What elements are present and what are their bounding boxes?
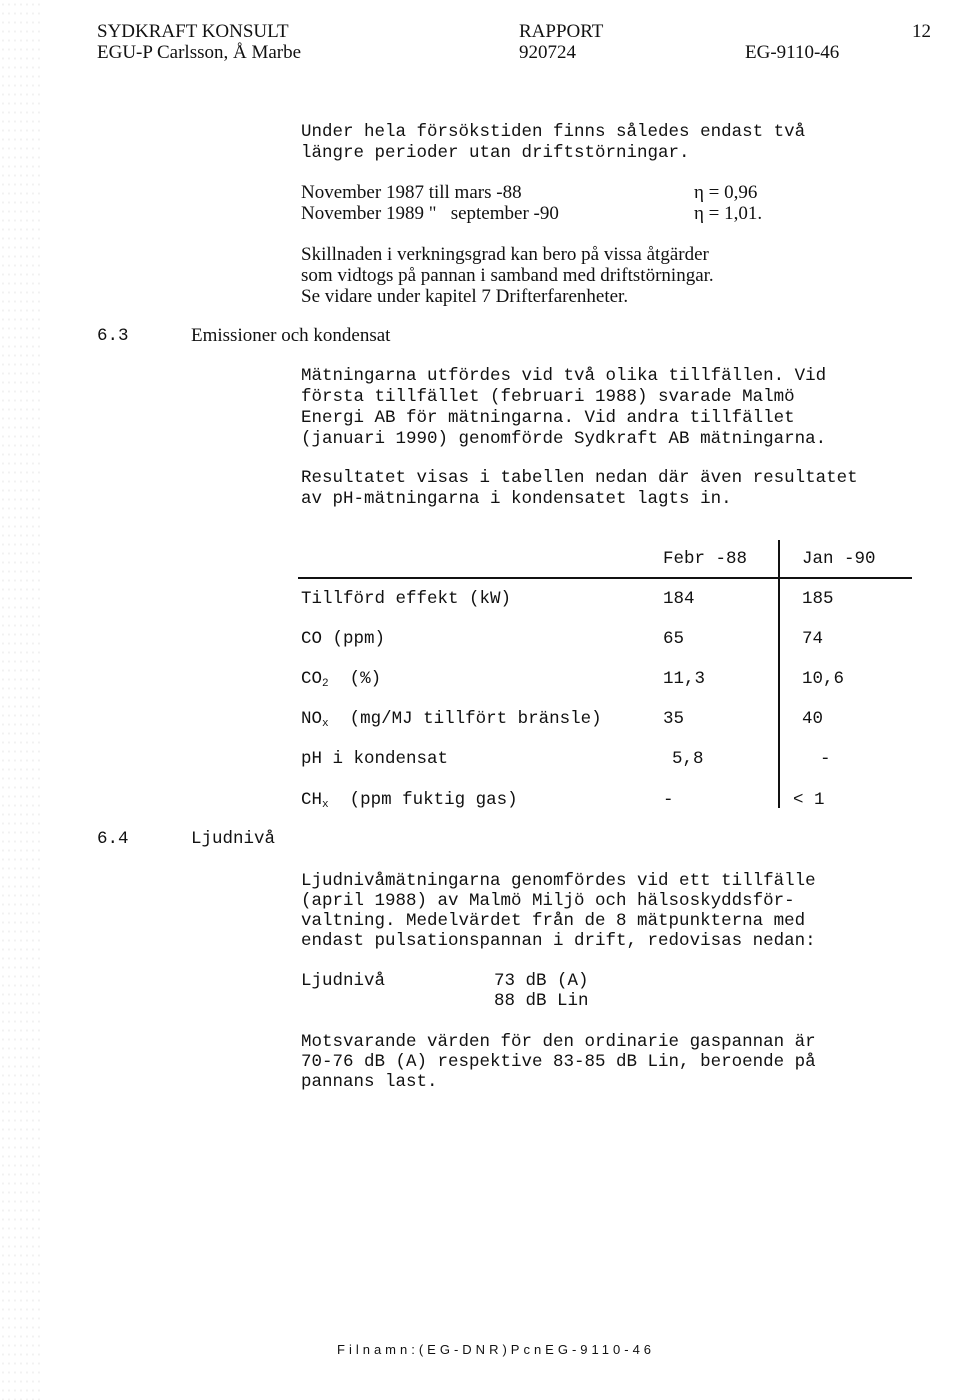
section-6-3-title: Emissioner och kondensat — [191, 325, 391, 346]
section-6-3-para-2-line-2: av pH-mätningarna i kondensatet lagts in. — [301, 489, 732, 509]
table-header-febr-88: Febr -88 — [663, 549, 748, 569]
table-cell-jan: 10,6 — [802, 669, 845, 689]
table-cell-febr: 35 — [663, 709, 685, 729]
table-row-label: Tillförd effekt (kW) — [301, 589, 512, 609]
sound-level-a: 73 dB (A) — [494, 971, 589, 991]
table-cell-jan: < 1 — [793, 790, 825, 810]
efficiency-period-1: November 1987 till mars -88 — [301, 182, 522, 203]
section-6-4-para-1-line-3: valtning. Medelvärdet från de 8 mätpunkterna med — [301, 911, 806, 931]
table-cell-febr: - — [663, 790, 674, 810]
section-6-4-para-1-line-2: (april 1988) av Malmö Miljö och hälsoskyddsför- — [301, 891, 795, 911]
table-cell-jan: 40 — [802, 709, 824, 729]
header-authors: EGU-P Carlsson, Å Marbe — [97, 42, 302, 63]
efficiency-value-1: η = 0,96 — [694, 182, 758, 203]
table-cell-febr: 184 — [663, 589, 695, 609]
table-row-label: CO (ppm) — [301, 629, 386, 649]
section-6-4-para-1-line-1: Ljudnivåmätningarna genomfördes vid ett tillfälle — [301, 871, 816, 891]
table-header-jan-90: Jan -90 — [802, 549, 876, 569]
table-header-rule — [298, 577, 912, 579]
intro-line-2: längre perioder utan driftstörningar. — [301, 143, 690, 163]
efficiency-value-2: η = 1,01. — [694, 203, 763, 224]
table-cell-jan: 74 — [802, 629, 824, 649]
sound-level-label: Ljudnivå — [301, 971, 386, 991]
footer-filename: Filnamn:(EG-DNR)PcnEG-9110-46 — [337, 1342, 656, 1357]
section-6-4-para-1-line-4: endast pulsationspannan i drift, redovisas nedan: — [301, 931, 816, 951]
section-6-3-para-1-line-1: Mätningarna utfördes vid två olika tillfällen. Vid — [301, 366, 827, 386]
header-doc-type: RAPPORT — [519, 21, 604, 42]
header-date: 920724 — [519, 42, 576, 63]
table-row-label-co2: $CO_2$ (%) — [301, 669, 382, 690]
sound-level-lin: 88 dB Lin — [494, 991, 589, 1011]
section-6-4-para-2-line-1: Motsvarande värden för den ordinarie gaspannan är — [301, 1032, 816, 1052]
section-6-4-title: Ljudnivå — [191, 829, 276, 849]
table-row-label-chx: $CH_x$ (ppm fuktig gas) — [301, 790, 518, 811]
scan-noise — [0, 0, 40, 1400]
section-6-3-para-1-line-3: Energi AB för mätningarna. Vid andra tillfället — [301, 408, 795, 428]
section-6-3-number: 6.3 — [97, 326, 129, 346]
intro-line-1: Under hela försökstiden finns således endast två — [301, 122, 806, 142]
table-cell-febr: 11,3 — [663, 669, 706, 689]
table-row-label-nox: $NO_x$ (mg/MJ tillfört bränsle) — [301, 709, 602, 730]
difference-line-1: Skillnaden i verkningsgrad kan bero på vissa åtgärder — [301, 244, 709, 265]
difference-line-3: Se vidare under kapitel 7 Drifterfarenheter. — [301, 286, 629, 307]
table-cell-jan: - — [820, 749, 831, 769]
table-cell-jan: 185 — [802, 589, 834, 609]
header-page-number: 12 — [912, 21, 931, 42]
table-column-divider — [778, 540, 780, 808]
section-6-4-number: 6.4 — [97, 829, 129, 849]
table-cell-febr: 65 — [663, 629, 685, 649]
header-doc-id: EG-9110-46 — [745, 42, 840, 63]
efficiency-period-2: November 1989 " september -90 — [301, 203, 559, 224]
section-6-4-para-2-line-2: 70-76 dB (A) respektive 83-85 dB Lin, beroende på — [301, 1052, 816, 1072]
section-6-3-para-1-line-2: första tillfället (februari 1988) svarade Malmö — [301, 387, 795, 407]
section-6-3-para-1-line-4: (januari 1990) genomförde Sydkraft AB mätningarna. — [301, 429, 827, 449]
difference-line-2: som vidtogs på pannan i samband med driftstörningar. — [301, 265, 714, 286]
section-6-3-para-2-line-1: Resultatet visas i tabellen nedan där även resultatet — [301, 468, 858, 488]
section-6-4-para-2-line-3: pannans last. — [301, 1072, 438, 1092]
table-row-label: pH i kondensat — [301, 749, 449, 769]
header-company: SYDKRAFT KONSULT — [97, 21, 289, 42]
table-cell-febr: 5,8 — [672, 749, 704, 769]
